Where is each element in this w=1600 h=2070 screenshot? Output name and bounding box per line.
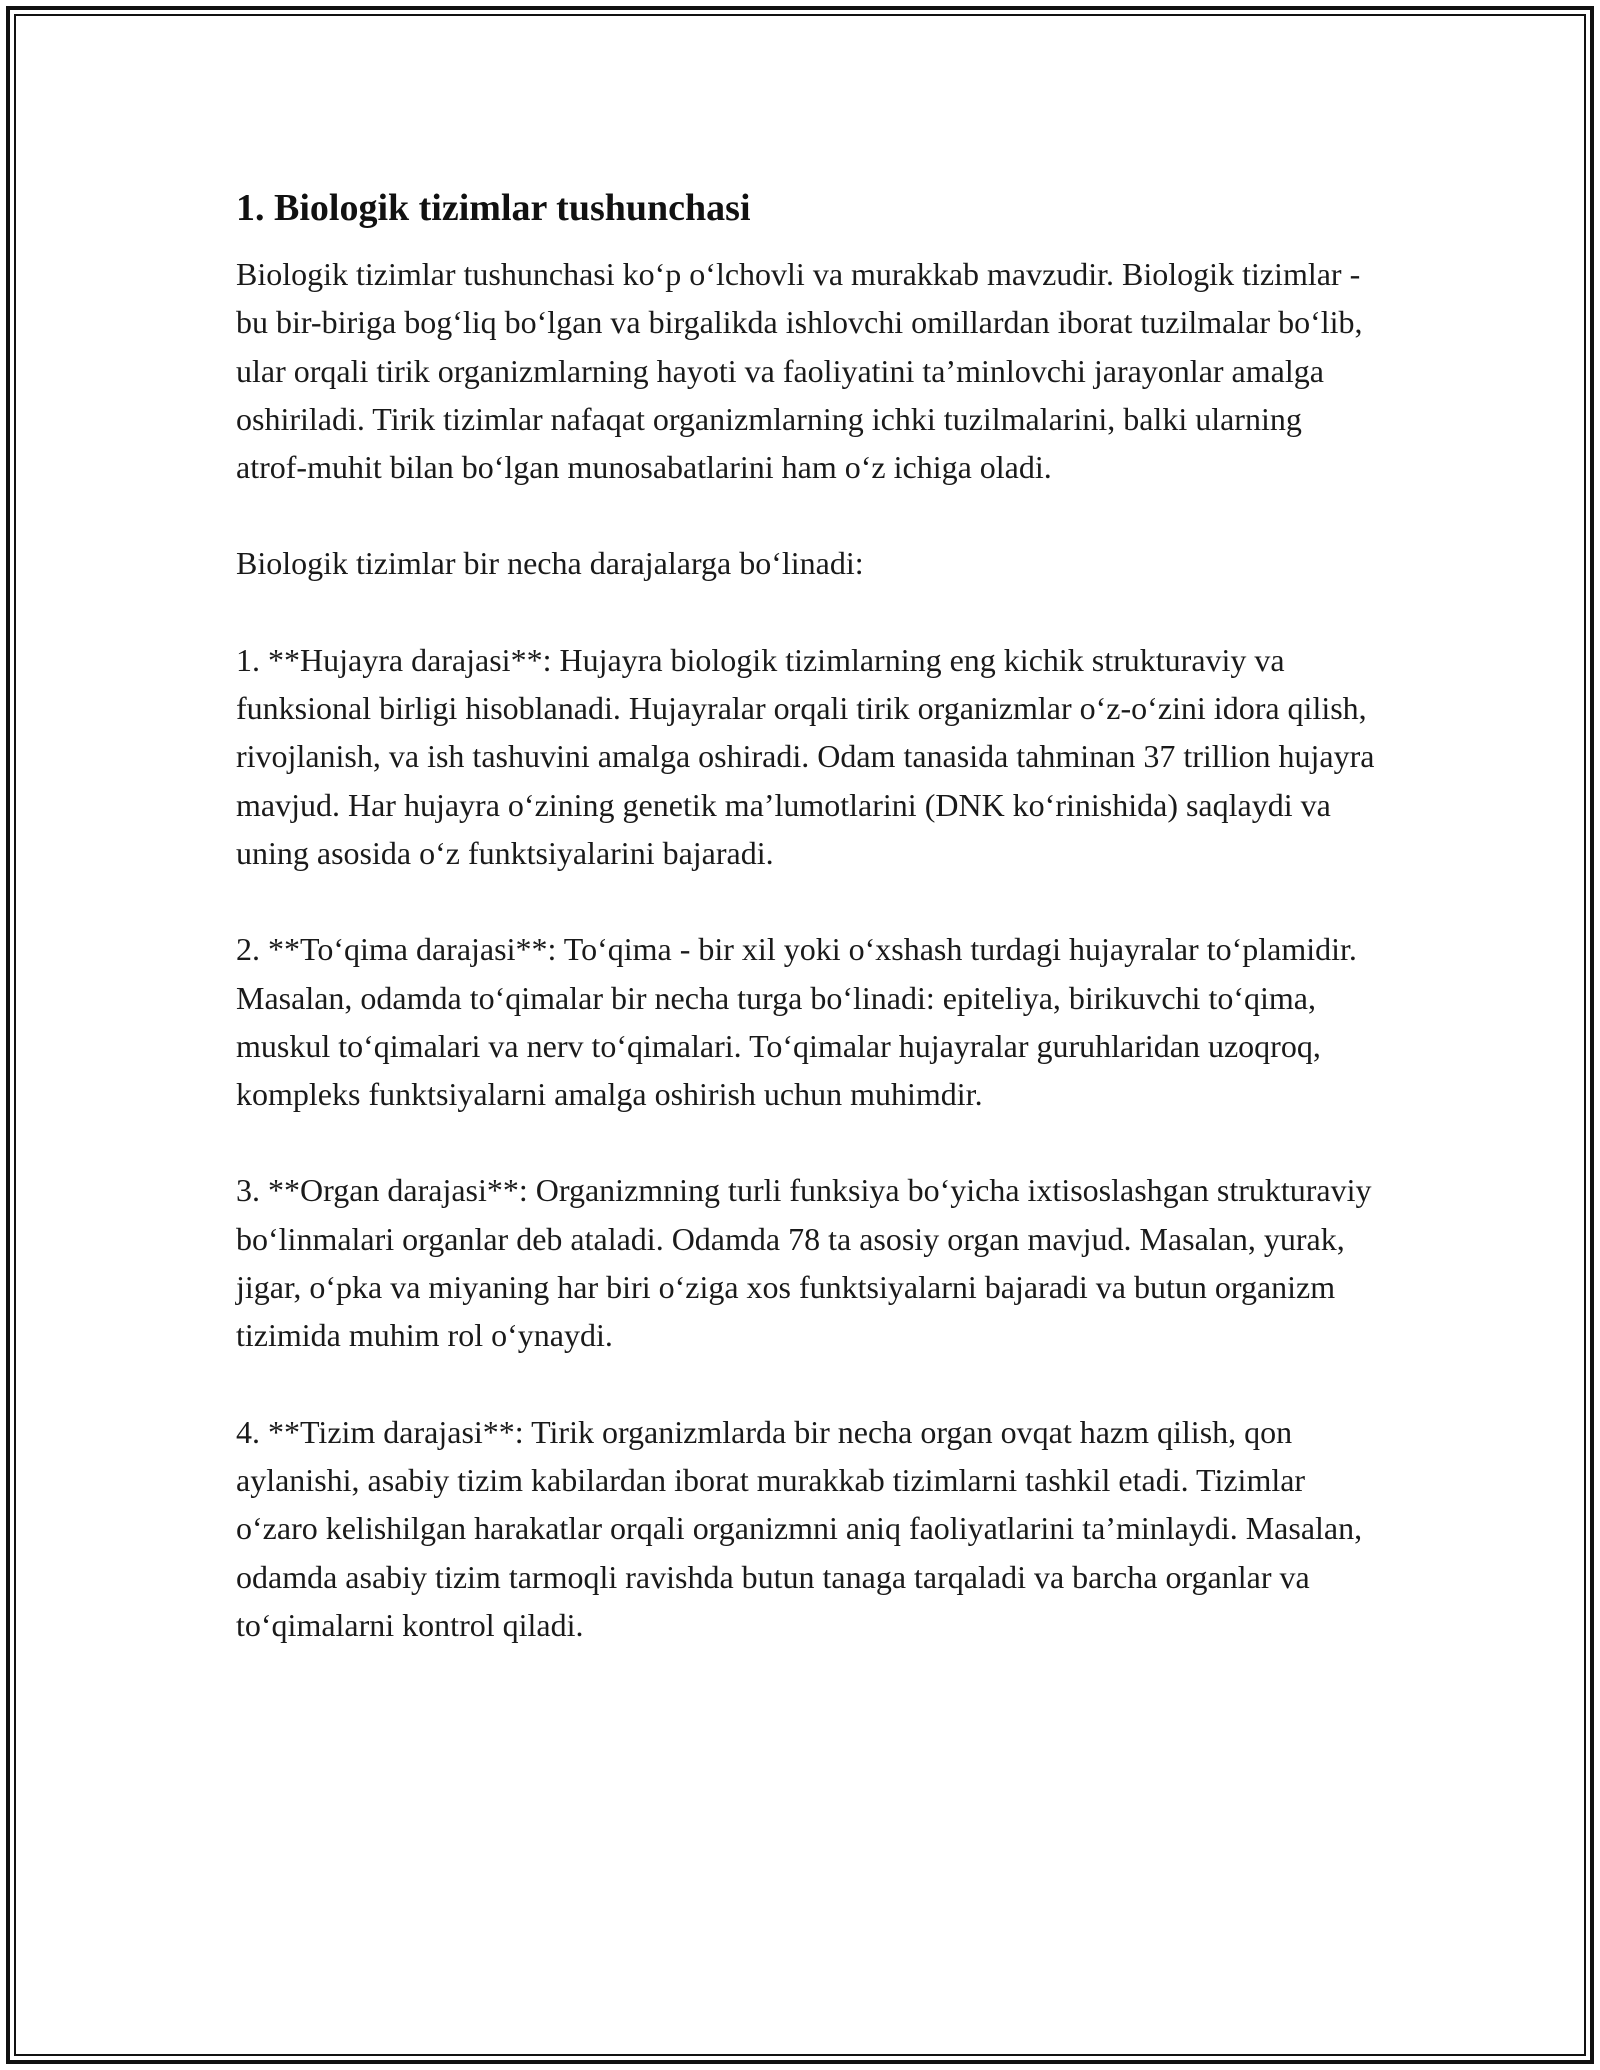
paragraph-organ-level: 3. **Organ darajasi**: Organizmning turli funksiya bo‘yicha ixtisoslashgan strukturaviy bo‘linmalari organlar deb ataladi. Odamda 78 ta asosiy organ mavjud. Masalan, yurak, jigar, o‘pka va miyaning har biri o‘ziga xos funktsiyalarni bajaradi va butun organizm tizimida muhim rol o‘ynaydi. [236,1172,1372,1354]
document-body [236,186,1376,1649]
paragraph-tissue-level: 2. **To‘qima darajasi**: To‘qima - bir xil yoki o‘xshash turdagi hujayralar to‘plamidir. Masalan, odamda to‘qimalar bir necha turga bo‘linadi: epiteliya, birikuvchi to‘qima, muskul to‘qimalari va nerv to‘qimalari. To‘qimalar hujayralar guruhlaridan uzoqroq, kompleks funktsiyalarni amalga oshirish uchun muhimdir. [236,931,1357,1113]
paragraph-intro: Biologik tizimlar tushunchasi ko‘p o‘lchovli va murakkab mavzudir. Biologik tizimlar - bu bir-biriga bog‘liq bo‘lgan va birgalikda ishlovchi omillardan iborat tuzilmalar bo‘lib, ular orqali tirik organizmlarning hayoti va faoliyatini ta’minlovchi jarayonlar amalga oshiriladi. Tirik tizimlar nafaqat organizmlarning ichki tuzilmalarini, balki ularning atrof-muhit bilan bo‘lgan munosabatlarini ham o‘z ichiga oladi. [236,256,1363,486]
section-heading: 1. Biologik tizimlar tushunchasi [236,187,751,229]
paragraph-system-level: 4. **Tizim darajasi**: Tirik organizmlarda bir necha organ ovqat hazm qilish, qon aylanishi, asabiy tizim kabilardan iborat murakkab tizimlarni tashkil etadi. Tizimlar o‘zaro kelishilgan harakatlar orqali organizmni aniq faoliyatlarini ta’minlaydi. Masalan, odamda asabiy tizim tarmoqli ravishda butun tanaga tarqaladi va barcha organlar va to‘qimalarni kontrol qiladi. [236,1413,1363,1643]
paragraph-cell-level: 1. **Hujayra darajasi**: Hujayra biologik tizimlarning eng kichik strukturaviy va funksional birligi hisoblanadi. Hujayralar orqali tirik organizmlar o‘z-o‘zini idora qilish, rivojlanish, va ish tashuvini amalga oshiradi. Odam tanasida tahminan 37 trillion hujayra mavjud. Har hujayra o‘zining genetik ma’lumotlarini (DNK ko‘rinishida) saqlaydi va uning asosida o‘z funktsiyalarini bajaradi. [236,641,1375,871]
paragraph-levels-lead: Biologik tizimlar bir necha darajalarga bo‘linadi: [236,545,864,582]
